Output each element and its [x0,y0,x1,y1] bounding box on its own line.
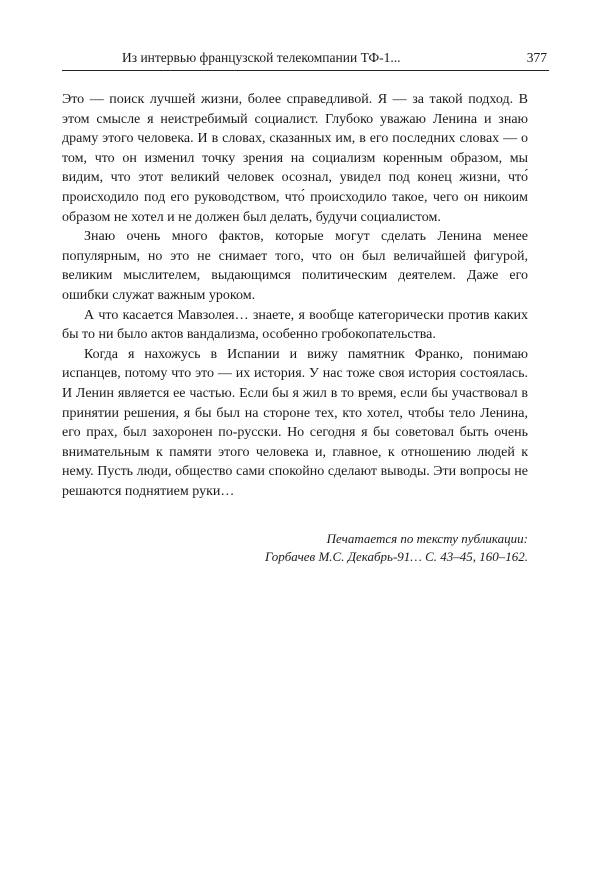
running-title: Из интервью французской телекомпании ТФ-1... [122,50,401,65]
page-number: 377 [526,50,547,65]
paragraph: Это — поиск лучшей жизни, более справедливой. Я — за такой подход. В этом смысле я неистребимый социалист. Глубоко уважаю Ленина и знаю драму этого человека. И в словах, сказанных им, в его последних словах — о том, что он изменил точку зрения на социализм коренным образом, мы видим, что этот великий человек осознал, увидел под конец жизни, что́ происходило под его руководством, что́ происходило такое, чего он никоим образом не хотел и не должен был делать, будучи социалистом. [62,92,528,225]
source-note: Печатается по тексту публикации: [326,531,528,546]
source-citation [62,530,528,566]
paragraph: А что касается Мавзолея… знаете, я вообще категорически против каких бы то ни было актов вандализма, особенно гробокопательства. [62,307,528,343]
source-reference: Горбачев М.С. Декабрь-91… С. 43–45, 160–162. [264,549,528,564]
paragraph: Когда я нахожусь в Испании и вижу памятник Франко, понимаю испанцев, потому что это — их история. У нас тоже своя история состоялась. И Ленин является ее частью. Если бы я жил в то время, если бы участвовал в принятии решения, я бы был на стороне тех, кто хотел, чтобы тело Ленина, его прах, был захоронен по-русски. Но сегодня я бы советовал быть очень внимательным к памяти этого человека и, главное, к отношению людей к нему. Пусть люди, общество сами спокойно сделают выводы. Эти вопросы не решаются поднятием руки… [62,346,528,499]
body-text [62,90,528,501]
paragraph: Знаю очень много фактов, которые могут сделать Ленина менее популярным, но это не снимает того, что он был величайшей фигурой, великим мыслителем, выдающимся политическим деятелем. Даже его ошибки служат важным уроком. [62,229,528,303]
running-header [62,50,549,71]
